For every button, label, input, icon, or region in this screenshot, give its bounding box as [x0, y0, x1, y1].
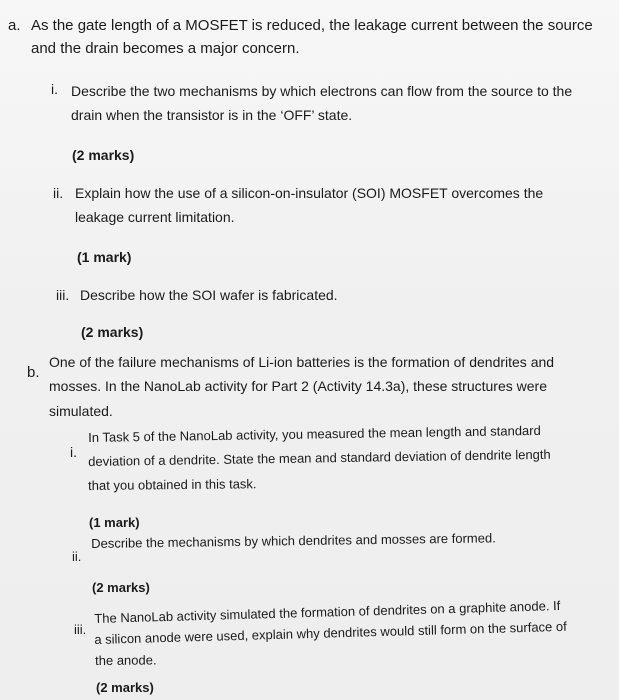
part-b-i-marks: (1 mark) [89, 515, 140, 530]
part-a-ii-marks: (1 mark) [77, 249, 132, 265]
question-b-line-1: One of the failure mechanisms of Li-ion batteries is the formation of dendrites and [49, 354, 555, 370]
part-b-iii-line-2: a silicon anode were used, explain why dendrites would still form on the surface of [94, 618, 567, 647]
part-a-ii-label: ii. [53, 185, 64, 201]
question-b-line-3: simulated. [49, 403, 113, 419]
part-a-iii-marks: (2 marks) [81, 324, 144, 340]
part-b-ii-line-1: Describe the mechanisms by which dendrites and mosses are formed. [91, 530, 496, 551]
question-b-label: b. [27, 364, 40, 381]
part-b-i-line-2: deviation of a dendrite. State the mean and standard deviation of dendrite length [88, 446, 551, 469]
part-a-i-label: i. [51, 81, 58, 97]
part-b-iii-line-1: The NanoLab activity simulated the formation of dendrites on a graphite anode. If [94, 597, 561, 626]
part-a-ii-line-1: Explain how the use of a silicon-on-insulator (SOI) MOSFET overcomes the [75, 185, 544, 201]
question-b-line-2: mosses. In the NanoLab activity for Part 2 (Activity 14.3a), these structures were [49, 378, 547, 394]
question-a-line-1: As the gate length of a MOSFET is reduced, the leakage current between the source [31, 17, 593, 34]
part-a-iii-line-1: Describe how the SOI wafer is fabricated. [80, 287, 338, 303]
part-a-ii-line-2: leakage current limitation. [75, 209, 235, 225]
part-a-i-line-1: Describe the two mechanisms by which electrons can flow from the source to the [71, 83, 573, 99]
part-b-iii-line-3: the anode. [95, 652, 157, 668]
question-a-line-2: and the drain becomes a major concern. [31, 40, 300, 57]
part-b-iii-marks: (2 marks) [96, 680, 154, 695]
part-b-i-line-3: that you obtained in this task. [88, 476, 257, 493]
part-a-iii-label: iii. [56, 287, 70, 303]
part-b-ii-label: ii. [72, 549, 82, 564]
part-b-i-label: i. [70, 444, 77, 460]
part-b-ii-marks: (2 marks) [92, 580, 150, 595]
part-a-i-marks: (2 marks) [72, 147, 135, 163]
part-b-i-line-1: In Task 5 of the NanoLab activity, you measured the mean length and standard [88, 422, 541, 445]
question-a-label: a. [8, 17, 21, 34]
part-a-i-line-2: drain when the transistor is in the ‘OFF’ state. [71, 107, 353, 123]
part-b-iii-label: iii. [74, 622, 87, 637]
